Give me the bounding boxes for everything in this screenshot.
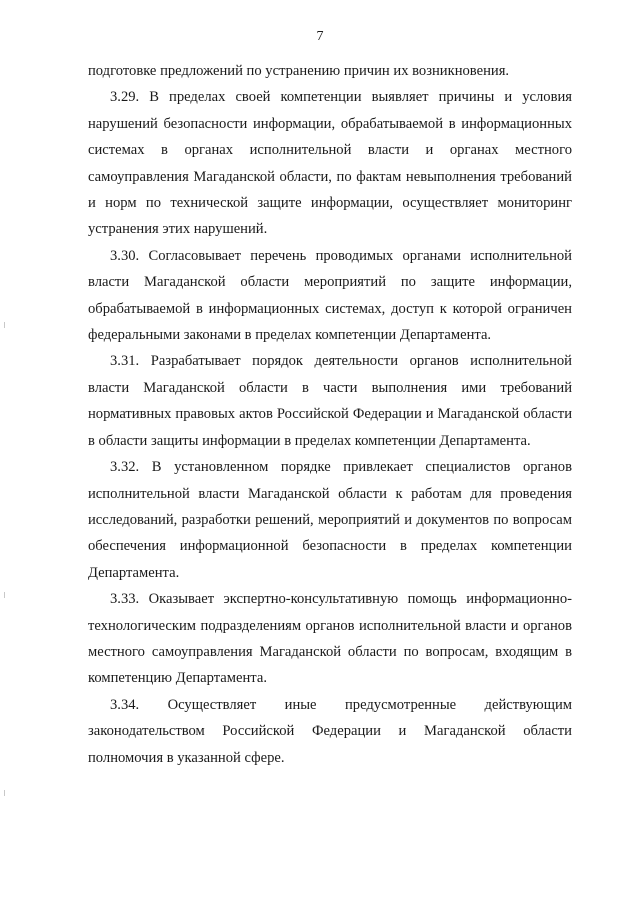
scan-margin-mark <box>4 322 5 328</box>
scan-margin-mark <box>4 592 5 598</box>
paragraph: подготовке предложений по устранению причин их возникновения. <box>88 63 510 79</box>
paragraph: 3.32. В установленном порядке привлекает специалистов органов исполнительной власти Магаданской области к работам для проведения исследований, разработки решений, мероприятий и документов по вопросам обеспечения информационной безопасности в пределах компетенции Департамента. <box>88 459 572 581</box>
page-number: 7 <box>316 29 324 44</box>
paragraph: 3.34. Осуществляет иные предусмотренные действующим законодательством Российской Федерации и Магаданской области полномочия в указанной сфере. <box>88 696 572 766</box>
scan-margin-mark <box>4 790 5 796</box>
paragraph: 3.31. Разрабатывает порядок деятельности органов исполнительной власти Магаданской области в части выполнения ими требований нормативных правовых актов Российской Федерации и Магаданской области в области защиты информации в пределах компетенции Департамента. <box>88 353 572 449</box>
paragraph: 3.29. В пределах своей компетенции выявляет причины и условия нарушений безопасности информации, обрабатываемой в информационных системах в органах исполнительной власти и органах местного самоуправления Магаданской области, по фактам невыполнения требований и норм по технической защите информации, осуществляет мониторинг устранения этих нарушений. <box>88 89 572 238</box>
paragraph: 3.33. Оказывает экспертно-консультативную помощь информационно-технологическим подразделениям органов исполнительной власти и органов местного самоуправления Магаданской области по вопросам, входящим в компетенцию Департамента. <box>88 591 572 687</box>
document-body <box>88 58 572 771</box>
paragraph: 3.30. Согласовывает перечень проводимых органами исполнительной власти Магаданской области мероприятий по защите информации, обрабатываемой в информационных системах, доступ к которой ограничен федеральными законами в пределах компетенции Департамента. <box>88 247 572 344</box>
